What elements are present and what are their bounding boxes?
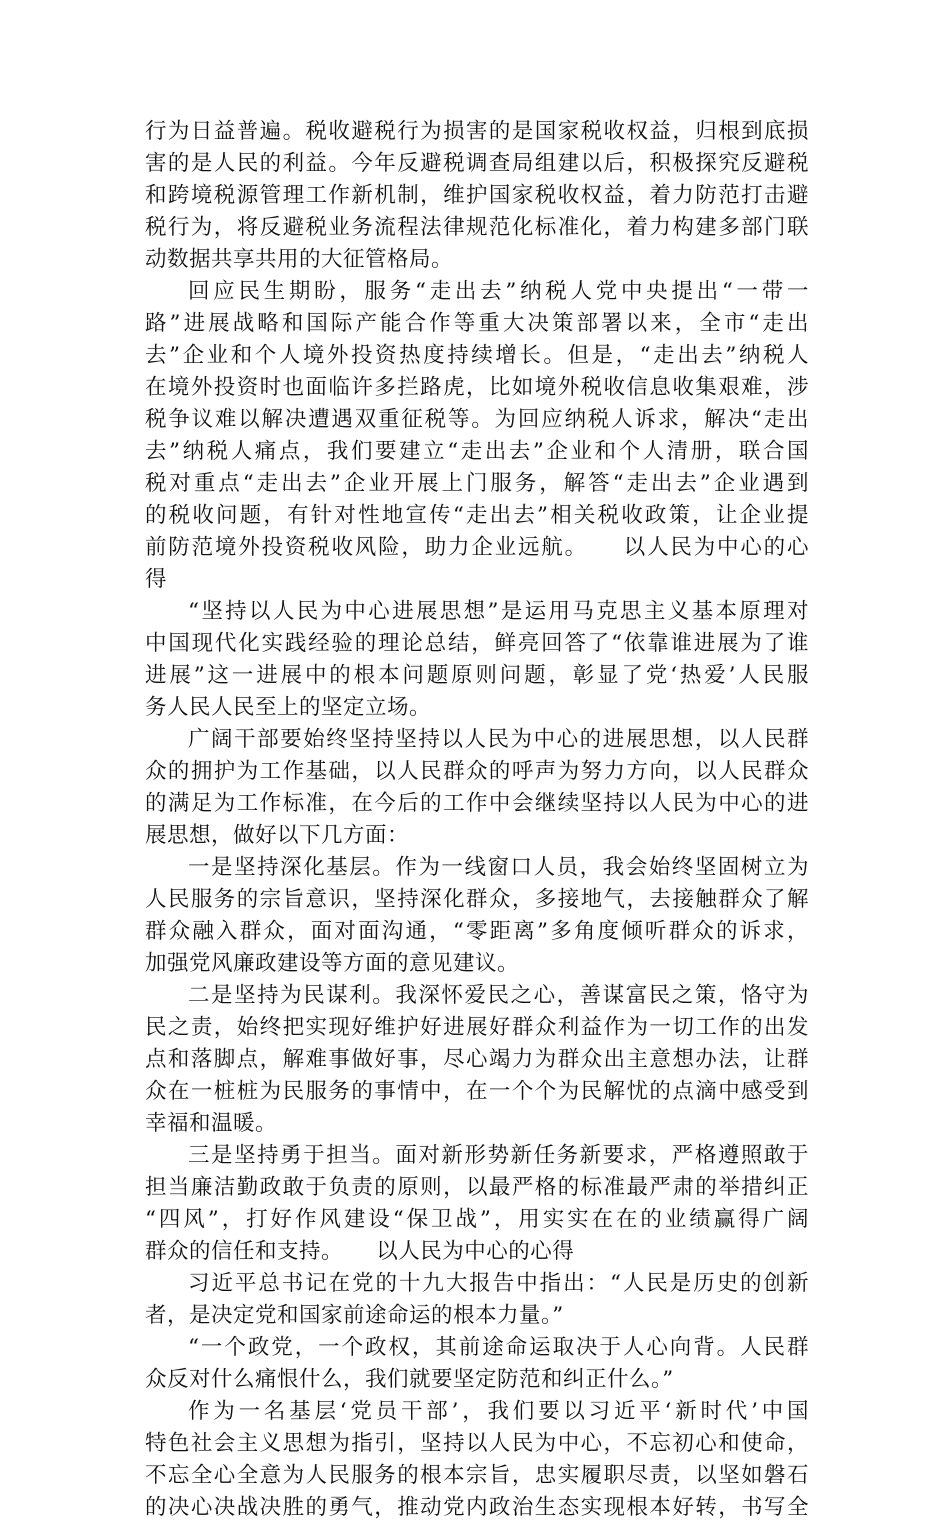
text-line: 特色社会主义思想为指引，坚持以人民为中心，不忘初心和使命， [145, 1431, 809, 1456]
text-line: 前防范境外投资税收风险，助力企业远航。 以人民为中心的心 [145, 535, 809, 560]
text-line: 习近平总书记在党的十九大报告中指出：“人民是历史的创新 [188, 1271, 809, 1296]
text-line: 作为一名基层‘党员干部’，我们要以习近平‘新时代’中国 [188, 1399, 809, 1424]
text-line: 众的拥护为工作基础，以人民群众的呼声为努力方向，以人民群众 [145, 759, 809, 784]
text-line: 在境外投资时也面临许多拦路虎，比如境外税收信息收集艰难，涉 [145, 375, 809, 400]
text-line: 得 [145, 567, 168, 592]
text-line: 群众的信任和支持。 以人民为中心的心得 [145, 1239, 575, 1264]
text-line: 的决心决战决胜的勇气，推动党内政治生态实现根本好转，书写全 [145, 1495, 809, 1520]
text-line: 税对重点“走出去”企业开展上门服务，解答“走出去”企业遇到 [145, 471, 809, 496]
text-line: 路”进展战略和国际产能合作等重大决策部署以来，全市“走出 [145, 311, 809, 336]
text-line: 进展”这一进展中的根本问题原则问题，彰显了党‘热爱’人民服 [145, 663, 809, 688]
text-line: 回应民生期盼，服务“走出去”纳税人党中央提出“一带一 [188, 279, 809, 304]
text-line: 动数据共享共用的大征管格局。 [145, 247, 454, 272]
text-line: 不忘全心全意为人民服务的根本宗旨，忠实履职尽责，以坚如磐石 [145, 1463, 809, 1488]
text-line: 税行为，将反避税业务流程法律规范化标准化，着力构建多部门联 [145, 215, 809, 240]
text-line: 展思想，做好以下几方面： [145, 823, 410, 848]
text-line: 二是坚持为民谋利。我深怀爱民之心，善谋富民之策，恪守为 [188, 983, 809, 1008]
text-line: 点和落脚点，解难事做好事，尽心竭力为群众出主意想办法，让群 [145, 1047, 809, 1072]
text-line: “四风”，打好作风建设“保卫战”，用实实在在的业绩赢得广阔 [145, 1207, 809, 1232]
text-line: 去”纳税人痛点，我们要建立“走出去”企业和个人清册，联合国 [145, 439, 809, 464]
document-body [145, 116, 809, 1524]
text-line: “坚持以人民为中心进展思想”是运用马克思主义基本原理对 [188, 599, 809, 624]
text-line: 广阔干部要始终坚持坚持以人民为中心的进展思想，以人民群 [188, 727, 809, 752]
text-line: 的税收问题，有针对性地宣传“走出去”相关税收政策，让企业提 [145, 503, 809, 528]
text-line: 务人民人民至上的坚定立场。 [145, 695, 432, 720]
text-line: 中国现代化实践经验的理论总结，鲜亮回答了“依靠谁进展为了谁 [145, 631, 809, 656]
text-line: 担当廉洁勤政敢于负责的原则，以最严格的标准最严肃的举措纠正 [145, 1175, 809, 1200]
text-line: 和跨境税源管理工作新机制，维护国家税收权益，着力防范打击避 [145, 183, 809, 208]
text-line: 者，是决定党和国家前途命运的根本力量。” [145, 1303, 564, 1328]
text-line: 幸福和温暖。 [145, 1111, 278, 1136]
text-line: 三是坚持勇于担当。面对新形势新任务新要求，严格遵照敢于 [188, 1143, 809, 1168]
text-line: 一是坚持深化基层。作为一线窗口人员，我会始终坚固树立为 [188, 855, 809, 880]
text-line: 民之责，始终把实现好维护好进展好群众利益作为一切工作的出发 [145, 1015, 809, 1040]
text-line: 加强党风廉政建设等方面的意见建议。 [145, 951, 520, 976]
text-line: 众反对什么痛恨什么，我们就要坚定防范和纠正什么。” [145, 1367, 674, 1392]
text-line: 群众融入群众，面对面沟通，“零距离”多角度倾听群众的诉求， [145, 919, 809, 944]
text-line: 行为日益普遍。税收避税行为损害的是国家税收权益，归根到底损 [145, 119, 809, 144]
text-line: “一个政党，一个政权，其前途命运取决于人心向背。人民群 [188, 1335, 809, 1360]
text-line: 的满足为工作标准，在今后的工作中会继续坚持以人民为中心的进 [145, 791, 809, 816]
text-line: 去”企业和个人境外投资热度持续增长。但是，“走出去”纳税人 [145, 343, 809, 368]
text-line: 众在一桩桩为民服务的事情中，在一个个为民解忧的点滴中感受到 [145, 1079, 809, 1104]
text-line: 税争议难以解决遭遇双重征税等。为回应纳税人诉求，解决“走出 [145, 407, 809, 432]
text-line: 害的是人民的利益。今年反避税调查局组建以后，积极探究反避税 [145, 151, 809, 176]
text-line: 人民服务的宗旨意识，坚持深化群众，多接地气，去接触群众了解 [145, 887, 809, 912]
